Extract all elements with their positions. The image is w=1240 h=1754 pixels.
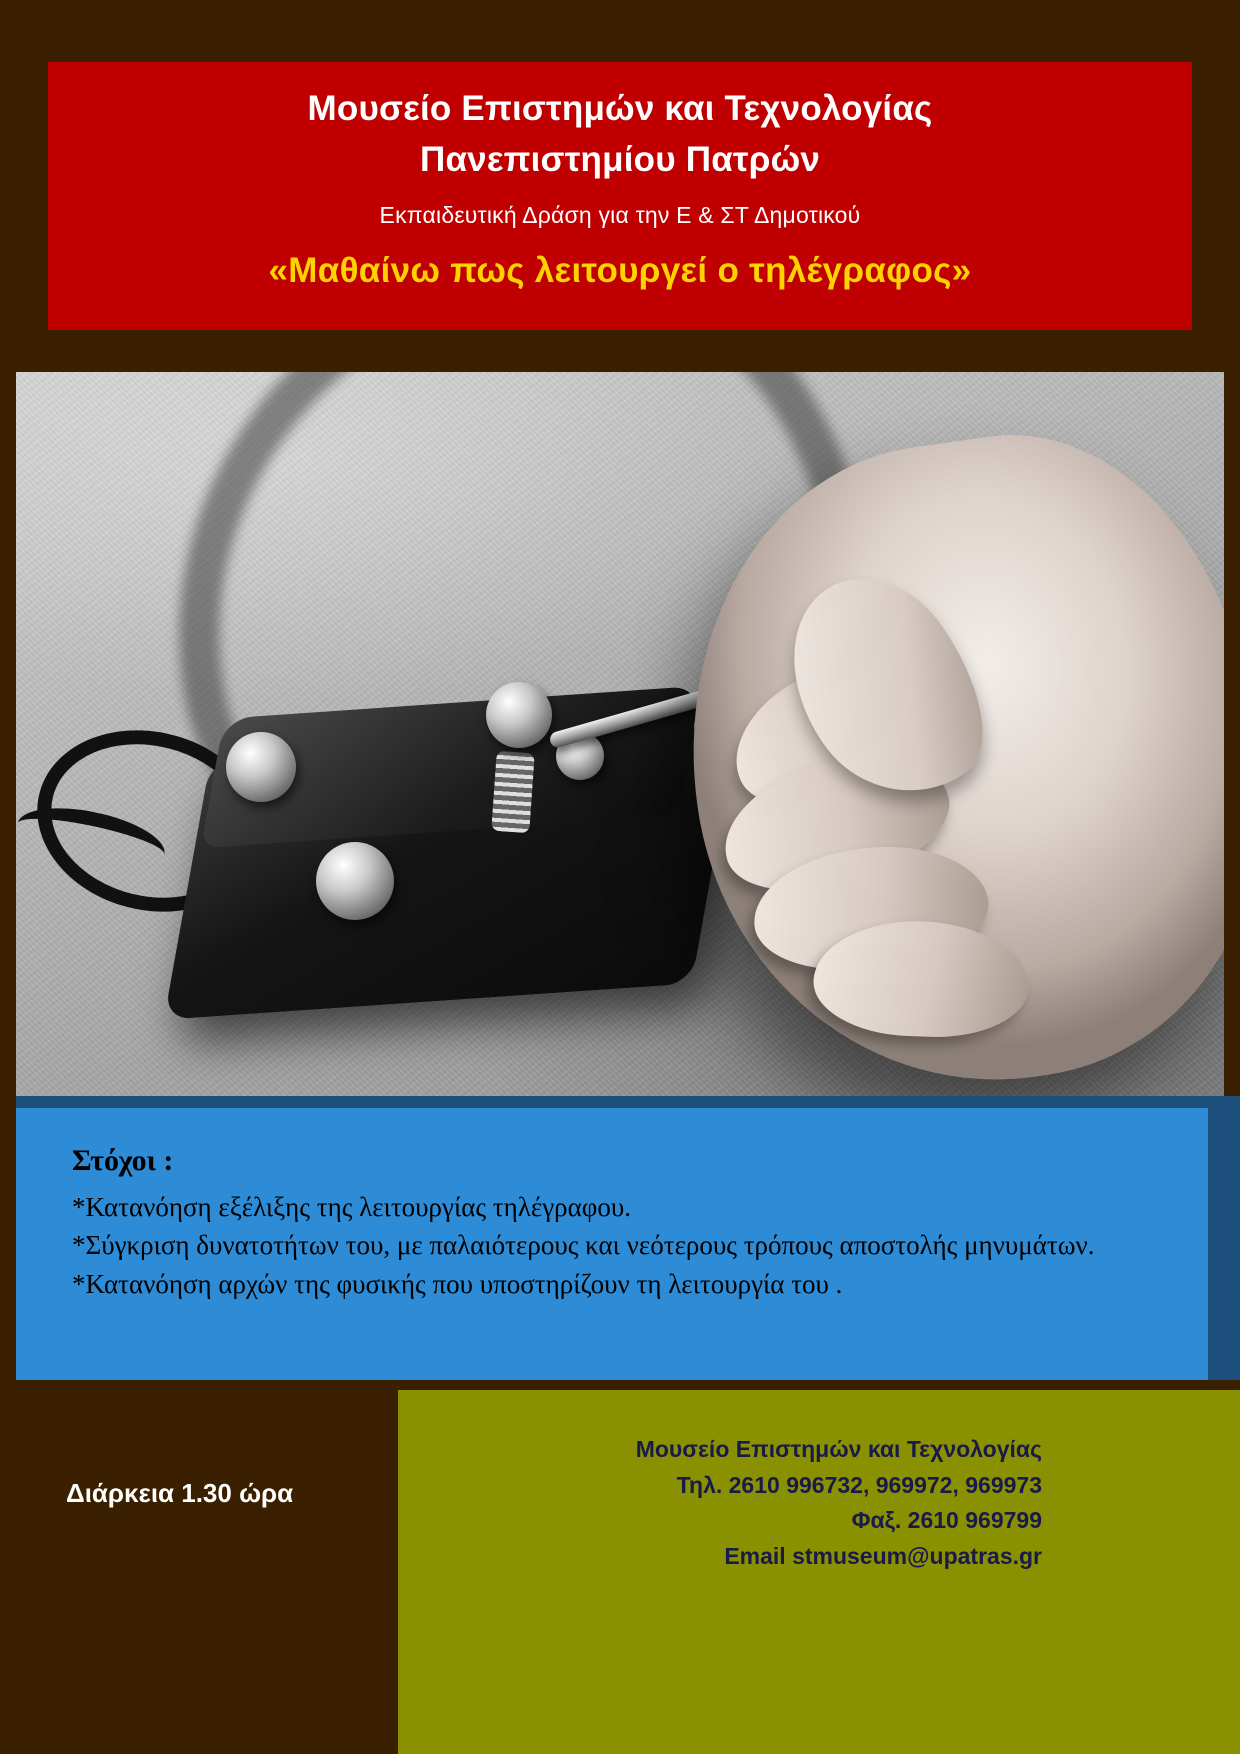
telegraph-knob-center — [486, 682, 552, 748]
goals-line: *Κατανόηση αρχών της φυσικής που υποστηρίζουν τη λειτουργία του . — [72, 1268, 843, 1299]
photo-background — [16, 372, 1224, 1100]
telegraph-spring — [491, 751, 534, 833]
goals-line: *Σύγκριση δυνατοτήτων του, με παλαιότερους και νεότερους τρόπους αποστολής μηνυμάτων. — [72, 1230, 1095, 1261]
goals-line: *Κατανόηση εξέλιξης της λειτουργίας τηλέγραφου. — [72, 1192, 631, 1222]
contact-email[interactable]: Email stmuseum@upatras.gr — [724, 1542, 1042, 1569]
header-title — [78, 84, 1162, 186]
contact-fax: Φαξ. 2610 969799 — [851, 1507, 1042, 1534]
header-title-line2: Πανεπιστημίου Πατρών — [419, 139, 821, 179]
header-subtitle: Εκπαιδευτική Δράση για την Ε & ΣΤ Δημοτικού — [379, 201, 861, 228]
contact-block — [636, 1432, 1042, 1575]
telegraph-knob-front — [316, 842, 394, 920]
goals-band — [16, 1108, 1208, 1380]
duration-label: Διάρκεια 1.30 ώρα — [66, 1478, 294, 1508]
header-banner — [48, 62, 1192, 330]
footer-left-panel — [0, 1390, 398, 1754]
contact-museum: Μουσείο Επιστημών και Τεχνολογίας — [635, 1436, 1042, 1462]
header-title-line1: Μουσείο Επιστημών και Τεχνολογίας — [307, 89, 933, 128]
contact-phone: Τηλ. 2610 996732, 969972, 969973 — [676, 1471, 1042, 1498]
header-activity-title: «Μαθαίνω πως λειτουργεί ο τηλέγραφος» — [268, 250, 972, 290]
goals-title: Στόχοι : — [72, 1144, 174, 1177]
telegraph-knob-left — [226, 732, 296, 802]
telegraph-photo — [16, 372, 1224, 1100]
